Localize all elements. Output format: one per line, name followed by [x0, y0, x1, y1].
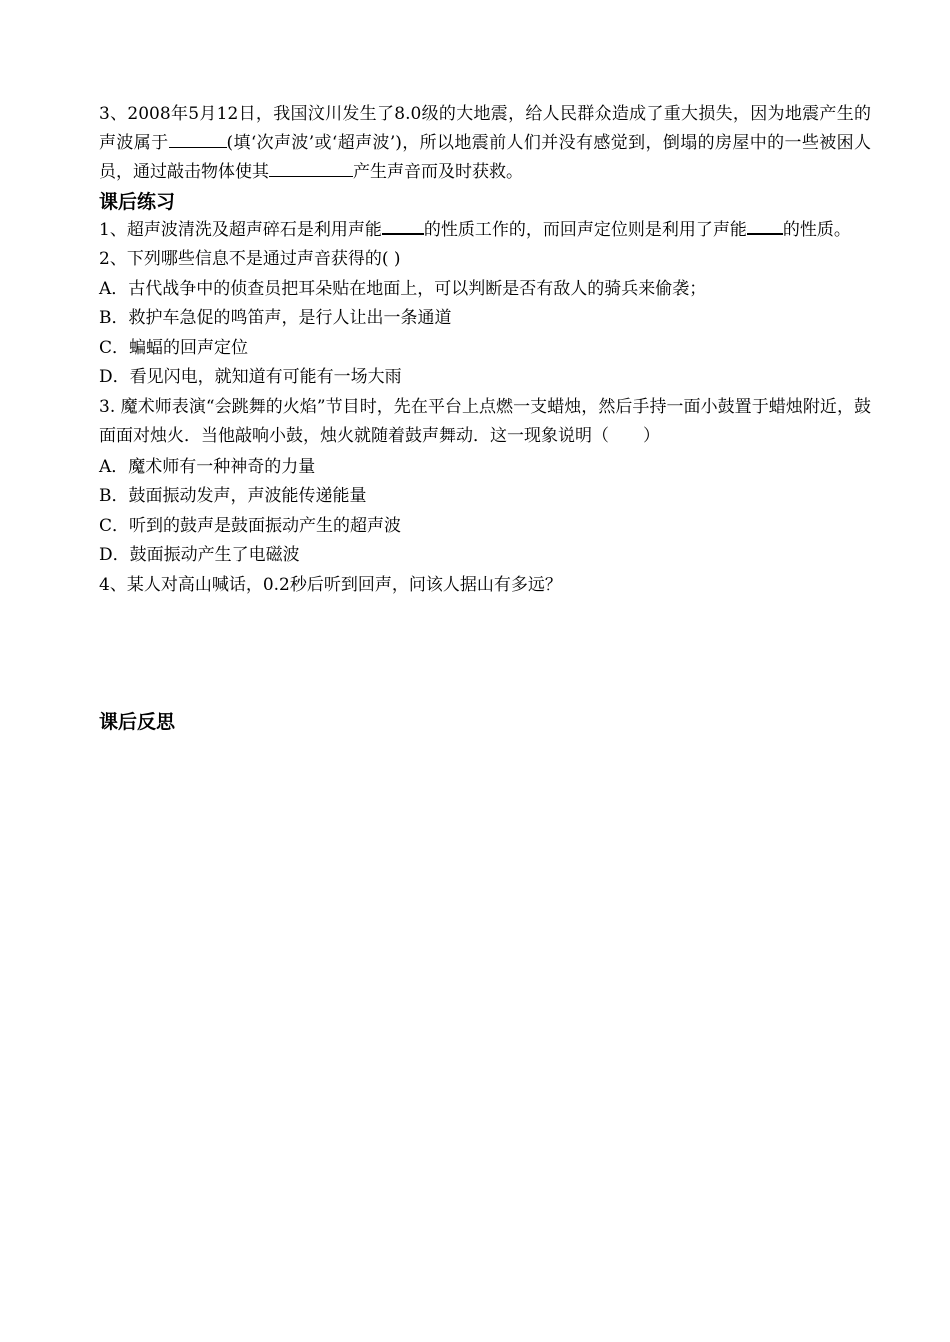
- pq1-answer-blank-2[interactable]: [747, 216, 783, 235]
- question-3-earthquake: [99, 100, 871, 187]
- pq3-option-b: B．鼓面振动发声，声波能传递能量: [99, 486, 367, 506]
- section-heading-practice: 课后练习: [99, 191, 176, 213]
- q3-text-part1: 3、2008年5月12日，我国汶川发生了8.0级的大地震，给人民群众造成了重大损失，因为地震产生的声波属于: [99, 104, 871, 153]
- q3-answer-blank-2[interactable]: [269, 159, 353, 177]
- q3-text-part2: (填‘次声波’或‘超声波’)，所以地震前人们并没有感觉到，倒塌的房屋中的一些被困人员，通过敲击物体使其: [99, 133, 871, 182]
- pq2-option-a: A．古代战争中的侦查员把耳朵贴在地面上，可以判断是否有敌人的骑兵来偷袭；: [99, 278, 707, 299]
- pq1-text-part1: 1、超声波清洗及超声碎石是利用声能: [99, 220, 382, 240]
- pq1-text-part2: 的性质工作的，而回声定位则是利用了声能: [423, 220, 747, 240]
- pq2-option-d: D．看见闪电，就知道有可能有一场大雨: [99, 367, 402, 387]
- pq1-answer-blank-1[interactable]: [382, 216, 424, 235]
- pq2-option-b: B．救护车急促的鸣笛声，是行人让出一条通道: [99, 308, 452, 328]
- practice-question-4: 4、某人对高山喊话，0.2秒后听到回声，问该人据山有多远？: [99, 574, 562, 595]
- q3-answer-blank-1[interactable]: [169, 130, 227, 148]
- pq1-text-part3: 的性质。: [782, 220, 851, 240]
- section-heading-reflection: 课后反思: [99, 711, 176, 733]
- document-page: [99, 100, 871, 736]
- pq3-option-c: C．听到的鼓声是鼓面振动产生的超声波: [99, 515, 402, 536]
- practice-question-2-stem: 2、下列哪些信息不是通过声音获得的( ): [99, 249, 401, 269]
- practice-question-3-stem: 3. 魔术师表演“会跳舞的火焰”节目时，先在平台上点燃一支蜡烛，然后手持一面小鼓置于蜡烛附近，鼓面面对烛火．当他敲响小鼓，烛火就随着鼓声舞动．这一现象说明（ ）: [99, 396, 871, 446]
- practice-question-1: [99, 216, 871, 245]
- pq3-option-d: D．鼓面振动产生了电磁波: [99, 545, 300, 565]
- answer-space[interactable]: [99, 600, 871, 708]
- pq2-option-c: C．蝙蝠的回声定位: [99, 337, 249, 358]
- pq3-option-a: A．魔术师有一种神奇的力量: [99, 456, 316, 477]
- q3-text-part3: 产生声音而及时获救。: [353, 162, 523, 182]
